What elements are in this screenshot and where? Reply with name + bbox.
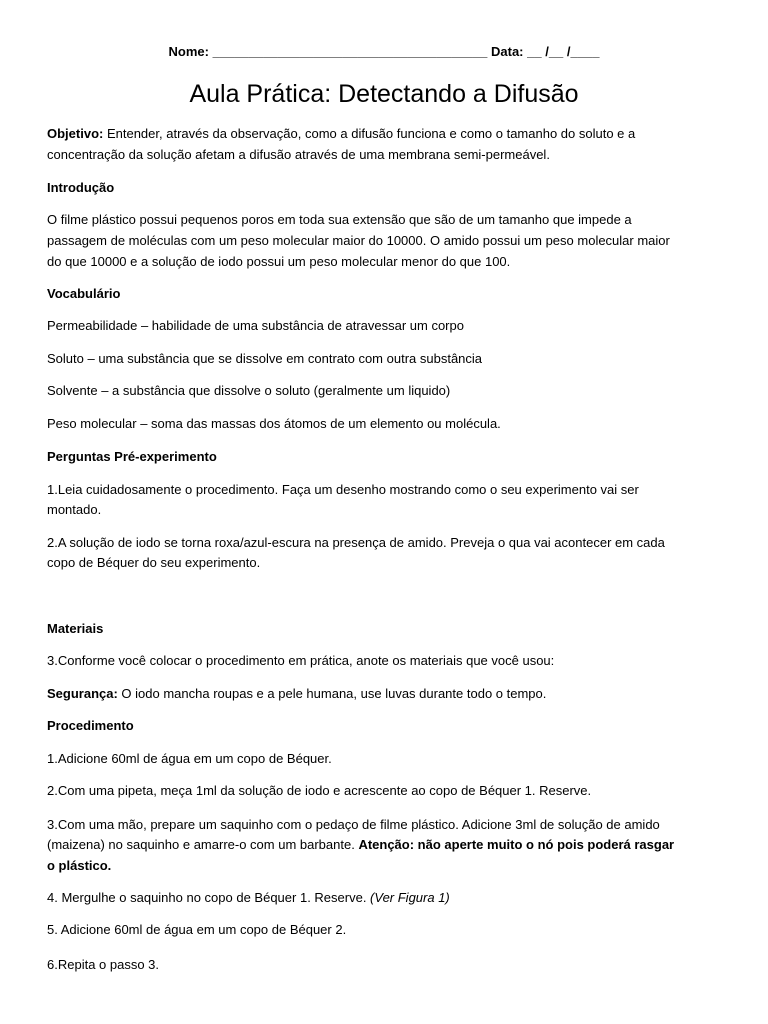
figura-reference: (Ver Figura 1) — [370, 890, 450, 905]
vocab-item-soluto: Soluto – uma substância que se dissolve em contrato com outra substância — [47, 351, 483, 366]
procedimento-step-5: 5. Adicione 60ml de água em um copo de Béquer 2. — [47, 922, 347, 937]
seguranca-label: Segurança: — [47, 686, 118, 701]
procedimento-step-4 — [47, 888, 450, 908]
vocab-item-peso-molecular: Peso molecular – soma das massas dos átomos de um elemento ou molécula. — [47, 416, 501, 431]
procedimento-step-3-line-1: 3.Com uma mão, prepare um saquinho com o pedaço de filme plástico. Adicione 3ml de solução de amido — [47, 817, 660, 832]
procedimento-step-3-line-2 — [47, 835, 674, 855]
objetivo-text-1: Entender, através da observação, como a difusão funciona e como o tamanho do soluto e a — [103, 126, 636, 141]
objetivo-line-1 — [47, 124, 635, 144]
introducao-line-2: passagem de moléculas com um peso molecular maior do 10000. O amido possui um peso molecular maior — [47, 233, 670, 248]
vocab-item-solvente: Solvente – a substância que dissolve o soluto (geralmente um liquido) — [47, 383, 451, 398]
pergunta-2-line-1: 2.A solução de iodo se torna roxa/azul-escura na presença de amido. Preveja o qua vai acontecer em cada — [47, 535, 665, 550]
name-date-header — [0, 42, 768, 62]
nome-blank: ______________________________________ — [212, 44, 488, 59]
page-title: Aula Prática: Detectando a Difusão — [189, 80, 579, 108]
procedimento-step-1: 1.Adicione 60ml de água em um copo de Béquer. — [47, 751, 332, 766]
atencao-label: Atenção: — [358, 837, 415, 852]
introducao-line-1: O filme plástico possui pequenos poros em toda sua extensão que são de um tamanho que impede a — [47, 212, 632, 227]
objetivo-label: Objetivo: — [47, 126, 104, 141]
materiais-heading: Materiais — [47, 621, 104, 636]
procedimento-heading: Procedimento — [47, 718, 134, 733]
nome-label: Nome: — [168, 44, 209, 59]
objetivo-line-2: concentração da solução afetam a difusão através de uma membrana semi-permeável. — [47, 147, 550, 162]
pergunta-1-line-2: montado. — [47, 502, 102, 517]
seguranca-line — [47, 684, 546, 704]
pergunta-2-line-2: copo de Béquer do seu experimento. — [47, 555, 261, 570]
introducao-heading: Introdução — [47, 180, 115, 195]
step-3-text: (maizena) no saquinho e amarre-o com um barbante. — [47, 837, 359, 852]
seguranca-text: O iodo mancha roupas e a pele humana, use luvas durante todo o tempo. — [117, 686, 547, 701]
step-4-text: 4. Mergulhe o saquinho no copo de Béquer 1. Reserve. — [47, 890, 371, 905]
pergunta-1-line-1: 1.Leia cuidadosamente o procedimento. Faça um desenho mostrando como o seu experimento vai ser — [47, 482, 639, 497]
vocabulario-heading: Vocabulário — [47, 286, 121, 301]
procedimento-step-6: 6.Repita o passo 3. — [47, 957, 160, 972]
pergunta-3: 3.Conforme você colocar o procedimento em prática, anote os materiais que você usou: — [47, 653, 555, 668]
procedimento-step-2: 2.Com uma pipeta, meça 1ml da solução de iodo e acrescente ao copo de Béquer 1. Reserve. — [47, 783, 592, 798]
procedimento-step-3-line-3: o plástico. — [47, 858, 112, 873]
atencao-text: não aperte muito o nó pois poderá rasgar — [414, 837, 675, 852]
data-label: Data: — [491, 44, 524, 59]
introducao-line-3: do que 10000 e a solução de iodo possui um peso molecular menor do que 100. — [47, 254, 511, 269]
vocab-item-permeabilidade: Permeabilidade – habilidade de uma substância de atravessar um corpo — [47, 318, 464, 333]
perguntas-heading: Perguntas Pré-experimento — [47, 449, 217, 464]
data-blank: __ /__ /____ — [527, 44, 600, 59]
